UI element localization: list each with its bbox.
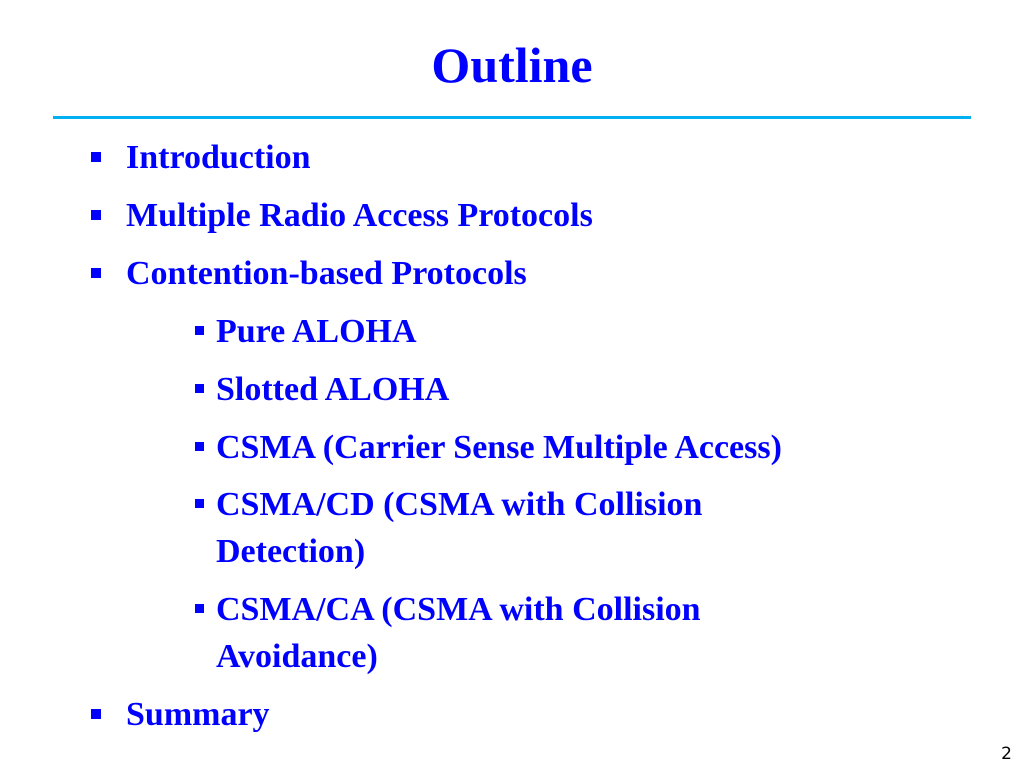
square-bullet-icon — [195, 326, 204, 335]
title-divider — [53, 116, 971, 119]
outline-subitem-label: Slotted ALOHA — [216, 371, 450, 408]
outline-item-label: Introduction — [126, 139, 311, 176]
outline-subitem-csma-cd — [216, 481, 836, 575]
outline-item-multiple-radio-access — [126, 192, 593, 239]
square-bullet-icon — [91, 709, 101, 719]
page-number: 2 — [1001, 744, 1012, 764]
outline-subitem-pure-aloha — [216, 308, 417, 355]
outline-subitem-slotted-aloha — [216, 366, 449, 413]
outline-subitem-csma-ca — [216, 586, 836, 680]
outline-item-summary — [126, 691, 270, 738]
outline-item-contention-based — [126, 250, 527, 297]
square-bullet-icon — [195, 384, 204, 393]
square-bullet-icon — [195, 604, 204, 613]
outline-item-label: Contention-based Protocols — [126, 255, 527, 292]
outline-subitem-label: CSMA/CD (CSMA with Collision Detection) — [216, 486, 703, 570]
outline-subitem-label: Pure ALOHA — [216, 313, 417, 350]
outline-subitem-label: CSMA (Carrier Sense Multiple Access) — [216, 429, 782, 466]
square-bullet-icon — [195, 499, 204, 508]
slide-title: Outline — [431, 37, 593, 93]
square-bullet-icon — [91, 268, 101, 278]
square-bullet-icon — [91, 152, 101, 162]
outline-item-introduction — [126, 134, 311, 181]
outline-subitem-csma — [216, 424, 782, 471]
outline-subitem-label: CSMA/CA (CSMA with Collision Avoidance) — [216, 591, 701, 675]
square-bullet-icon — [195, 442, 204, 451]
outline-item-label: Multiple Radio Access Protocols — [126, 197, 593, 234]
square-bullet-icon — [91, 210, 101, 220]
outline-item-label: Summary — [126, 696, 270, 733]
